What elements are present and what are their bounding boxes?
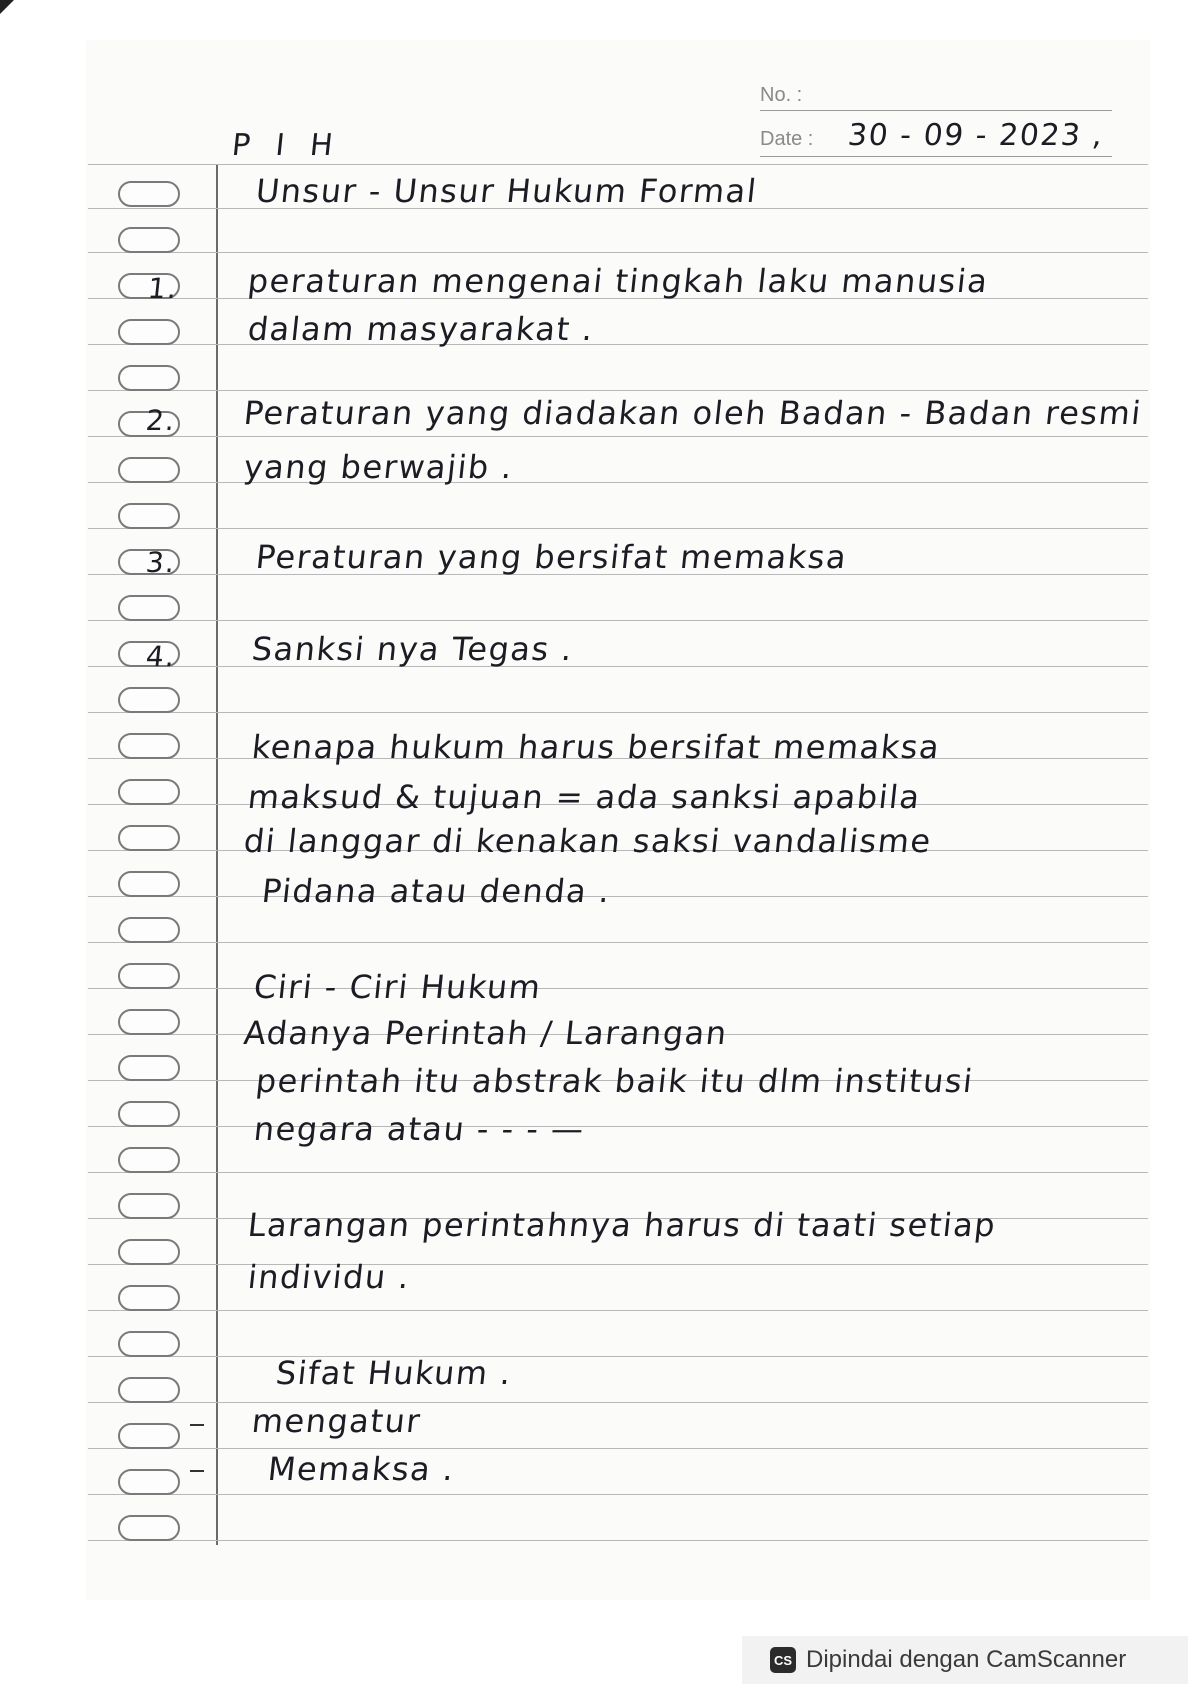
sifat-item-2: Memaksa . <box>266 1450 457 1488</box>
date-underline <box>760 156 1112 157</box>
page-corner-mark <box>0 0 14 14</box>
larangan-line-1: Larangan perintahnya harus di taati setiap <box>246 1206 999 1244</box>
sifat-title: Sifat Hukum . <box>274 1354 514 1392</box>
camscanner-watermark <box>742 1636 1188 1684</box>
margin-line <box>216 165 218 1545</box>
ciri-line-3: negara atau - - - — <box>252 1110 587 1148</box>
no-label: No. : <box>760 84 803 106</box>
item-3-line-1: Peraturan yang bersifat memaksa <box>254 538 850 576</box>
why-line-3: di langgar di kenakan saksi vandalisme <box>242 822 934 860</box>
item-number-4: 4. <box>144 640 178 673</box>
item-number-2: 2. <box>144 404 178 437</box>
item-1-line-1: peraturan mengenai tingkah laku manusia <box>246 262 991 300</box>
ciri-title: Ciri - Ciri Hukum <box>252 968 544 1006</box>
date-value: 30 - 09 - 2023 , <box>846 118 1106 153</box>
item-2-line-2: yang berwajib . <box>242 448 516 486</box>
item-4-line-1: Sanksi nya Tegas . <box>250 630 576 668</box>
why-line-2: maksud & tujuan = ada sanksi apabila <box>246 778 923 816</box>
no-underline <box>760 110 1112 111</box>
date-label: Date : <box>760 128 814 150</box>
ciri-line-2: perintah itu abstrak baik itu dlm institusi <box>254 1062 976 1100</box>
why-line-1: kenapa hukum harus bersifat memaksa <box>250 728 943 766</box>
subject-title: P I H <box>230 128 343 163</box>
larangan-line-2: individu . <box>246 1258 413 1296</box>
camscanner-logo-icon: CS <box>770 1647 796 1673</box>
dash-mark-1 <box>190 1424 204 1426</box>
item-number-3: 3. <box>144 546 178 579</box>
item-2-line-1: Peraturan yang diadakan oleh Badan - Badan resmi <box>242 394 1144 432</box>
item-1-line-2: dalam masyarakat . <box>246 310 596 348</box>
item-number-1: 1. <box>146 272 180 305</box>
notes-title: Unsur - Unsur Hukum Formal <box>254 172 760 210</box>
sifat-item-1: mengatur <box>250 1402 424 1440</box>
ciri-line-1: Adanya Perintah / Larangan <box>242 1014 730 1052</box>
camscanner-text: Dipindai dengan CamScanner <box>806 1646 1127 1673</box>
dash-mark-2 <box>190 1470 204 1472</box>
why-line-4: Pidana atau denda . <box>260 872 613 910</box>
